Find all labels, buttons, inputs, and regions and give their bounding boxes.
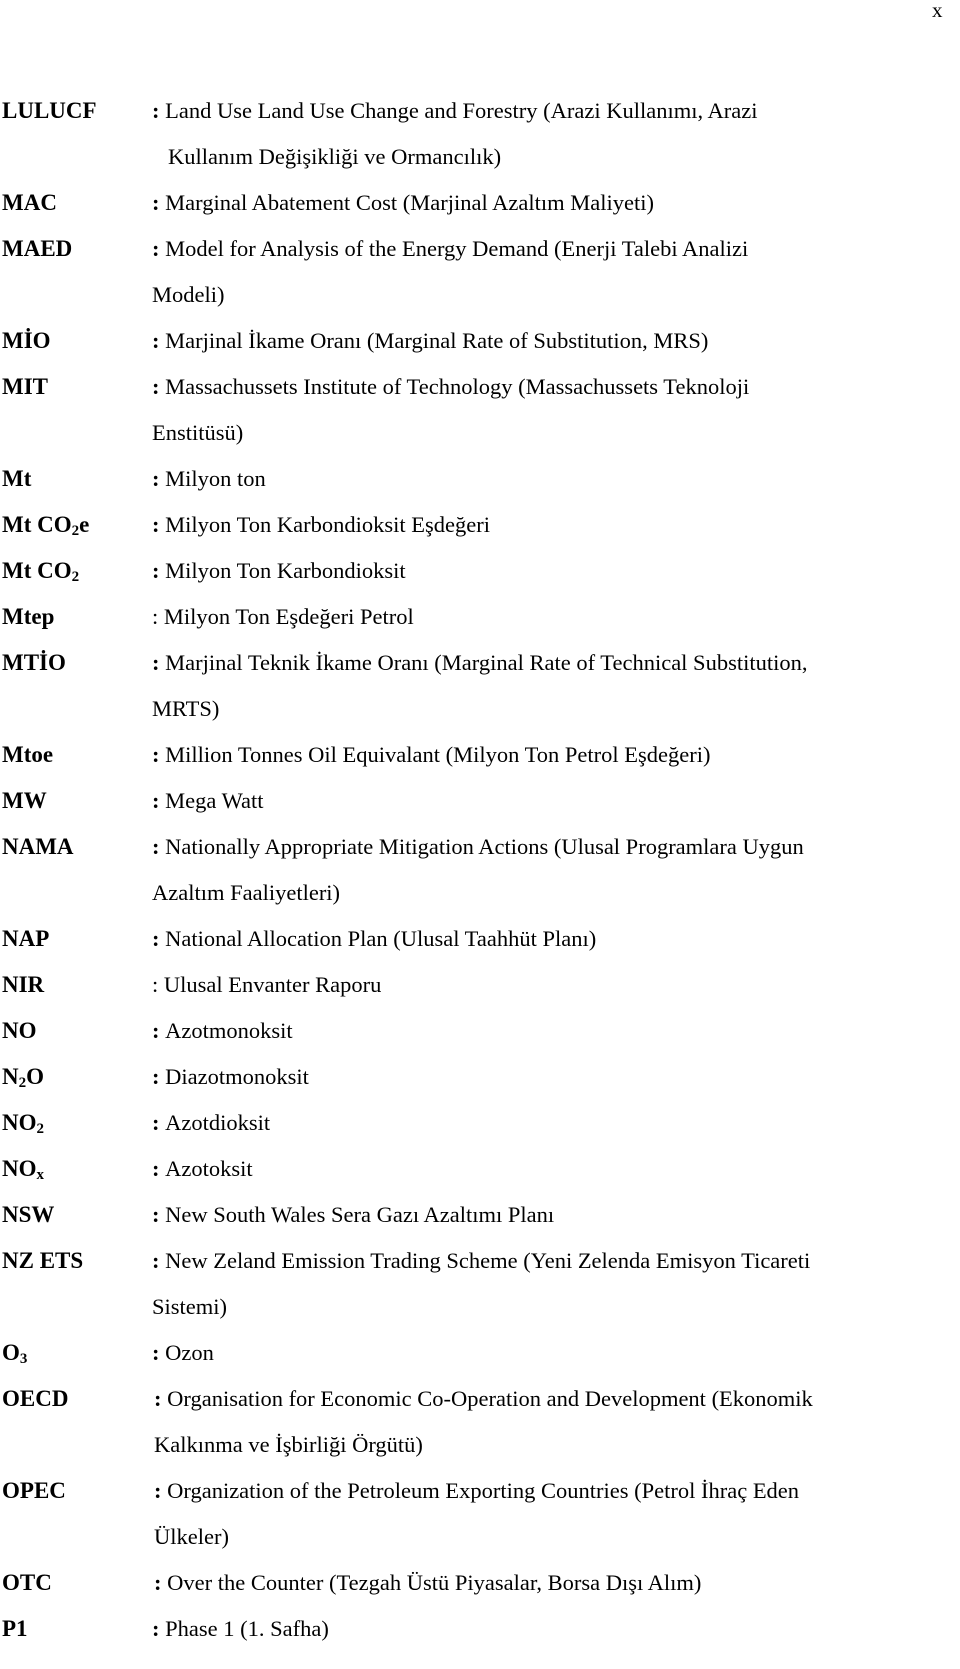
term-text: P1 — [2, 1616, 28, 1641]
abbreviation-term — [2, 548, 79, 594]
abbreviation-entry — [2, 1376, 958, 1468]
term-text: NO — [2, 1156, 37, 1181]
abbreviation-entry — [2, 778, 958, 824]
term-text: MIT — [2, 374, 48, 399]
abbreviation-entry — [2, 640, 958, 732]
definition-text: Model for Analysis of the Energy Demand (Enerji Talebi Analizi — [165, 236, 749, 261]
abbreviation-term — [2, 640, 66, 686]
definition-text: Marjinal İkame Oranı (Marginal Rate of Substitution, MRS) — [165, 328, 709, 353]
term-text: Mt — [2, 466, 32, 491]
abbreviation-definition — [152, 226, 952, 318]
abbreviation-entry — [2, 548, 958, 594]
term-text: Mt CO — [2, 512, 72, 537]
abbreviation-definition — [152, 640, 952, 732]
definition-text: New Zeland Emission Trading Scheme (Yeni Zelenda Emisyon Ticareti — [165, 1248, 811, 1273]
definition-separator: : — [152, 972, 164, 997]
definition-separator: : — [152, 834, 166, 859]
abbreviation-entry — [2, 1330, 958, 1376]
definition-separator: : — [152, 742, 166, 767]
term-text: NSW — [2, 1202, 55, 1227]
definition-separator: : — [152, 1248, 166, 1273]
abbreviation-term — [2, 778, 47, 824]
term-subscript: 2 — [36, 1121, 44, 1137]
abbreviation-definition — [152, 1330, 952, 1376]
definition-text: Azotdioksit — [165, 1110, 271, 1135]
page-number: x — [932, 0, 943, 22]
definition-line — [152, 1054, 952, 1100]
term-text: OTC — [2, 1570, 52, 1595]
term-text: NAP — [2, 926, 50, 951]
abbreviation-definition — [152, 916, 952, 962]
abbreviation-entry — [2, 180, 958, 226]
term-text: MAC — [2, 190, 57, 215]
term-text: O — [26, 1064, 45, 1089]
abbreviation-term — [2, 1100, 44, 1146]
abbreviation-definition — [152, 1146, 952, 1192]
abbreviation-entry — [2, 962, 958, 1008]
abbreviation-entry — [2, 1100, 958, 1146]
abbreviation-entry — [2, 1606, 958, 1652]
abbreviation-definition — [152, 732, 952, 778]
abbreviation-term — [2, 364, 48, 410]
definition-line — [152, 364, 952, 410]
term-text: OECD — [2, 1386, 69, 1411]
abbreviation-definition — [152, 962, 952, 1008]
abbreviation-definition — [152, 1376, 952, 1468]
abbreviation-definition — [152, 88, 952, 180]
abbreviation-definition — [152, 1560, 952, 1606]
definition-separator: : — [152, 512, 166, 537]
abbreviation-entry — [2, 502, 958, 548]
term-text: MTİO — [2, 650, 66, 675]
abbreviation-term — [2, 1330, 27, 1376]
abbreviation-term — [2, 1146, 44, 1192]
abbreviation-entry — [2, 1560, 958, 1606]
definition-separator: : — [154, 1570, 168, 1595]
definition-continuation: Sistemi) — [152, 1294, 228, 1319]
abbreviation-definition — [152, 1192, 952, 1238]
abbreviation-entry — [2, 318, 958, 364]
definition-text: Milyon ton — [165, 466, 266, 491]
abbreviation-term — [2, 1054, 44, 1100]
definition-line — [152, 1008, 952, 1054]
abbreviation-definition — [152, 1468, 952, 1560]
definition-continuation: Ülkeler) — [154, 1524, 229, 1549]
definition-line — [152, 1606, 952, 1652]
definition-line — [152, 226, 952, 272]
definition-line — [152, 502, 952, 548]
definition-line — [154, 1468, 952, 1514]
definition-text: Phase 1 (1. Safha) — [165, 1616, 329, 1641]
term-text: LULUCF — [2, 98, 97, 123]
term-text: OPEC — [2, 1478, 66, 1503]
term-text: MW — [2, 788, 47, 813]
abbreviation-definition — [152, 318, 952, 364]
abbreviation-term — [2, 88, 97, 134]
definition-line — [152, 548, 952, 594]
abbreviation-entry — [2, 1468, 958, 1560]
abbreviation-definition — [152, 1100, 952, 1146]
abbreviation-entry — [2, 1238, 958, 1330]
definition-continuation: Kalkınma ve İşbirliği Örgütü) — [154, 1432, 423, 1457]
definition-separator: : — [152, 1156, 166, 1181]
abbreviation-entry — [2, 1192, 958, 1238]
abbreviation-definition — [152, 1054, 952, 1100]
definition-separator: : — [152, 374, 166, 399]
definition-separator: : — [152, 236, 166, 261]
definition-separator: : — [152, 558, 166, 583]
definition-separator: : — [152, 788, 166, 813]
term-text: NAMA — [2, 834, 74, 859]
definition-text: Milyon Ton Karbondioksit — [165, 558, 406, 583]
abbreviation-entry — [2, 88, 958, 180]
definition-separator: : — [152, 466, 166, 491]
abbreviation-term — [2, 1376, 68, 1422]
abbreviation-term — [2, 502, 89, 548]
abbreviation-entry — [2, 364, 958, 456]
term-text: O — [2, 1340, 20, 1365]
term-text: Mtep — [2, 604, 55, 629]
definition-separator: : — [154, 1478, 168, 1503]
term-text: NO — [2, 1110, 37, 1135]
definition-line — [152, 1192, 952, 1238]
abbreviation-term — [2, 916, 49, 962]
term-subscript: 2 — [71, 569, 80, 585]
definition-line — [152, 1146, 952, 1192]
definition-text: Organisation for Economic Co-Operation and Development (Ekonomik — [167, 1386, 813, 1411]
definition-line — [154, 1376, 952, 1422]
abbreviation-entry — [2, 824, 958, 916]
definition-text: Azotmonoksit — [165, 1018, 293, 1043]
abbreviation-entry — [2, 916, 958, 962]
definition-text: Ulusal Envanter Raporu — [163, 972, 382, 997]
definition-line — [152, 640, 952, 686]
definition-text: Marjinal Teknik İkame Oranı (Marginal Rate of Technical Substitution, — [165, 650, 808, 675]
abbreviation-definition — [152, 502, 952, 548]
definition-text: Million Tonnes Oil Equivalant (Milyon Ton Petrol Eşdeğeri) — [165, 742, 711, 767]
abbreviation-term — [2, 456, 31, 502]
definition-continuation: Modeli) — [152, 282, 225, 307]
abbreviation-term — [2, 318, 51, 364]
abbreviation-definition — [152, 1238, 952, 1330]
definition-separator: : — [152, 650, 166, 675]
definition-text: Azotoksit — [165, 1156, 253, 1181]
definition-separator: : — [152, 1018, 166, 1043]
definition-separator: : — [152, 190, 166, 215]
abbreviation-term — [2, 594, 54, 640]
abbreviation-definition — [152, 1008, 952, 1054]
abbreviation-definition — [152, 456, 952, 502]
definition-separator: : — [152, 926, 166, 951]
abbreviation-term — [2, 226, 72, 272]
definition-continuation: Azaltım Faaliyetleri) — [152, 880, 341, 905]
definition-text: Marginal Abatement Cost (Marjinal Azaltım Maliyeti) — [165, 190, 654, 215]
definition-text: Ozon — [165, 1340, 214, 1365]
definition-text: Organization of the Petroleum Exporting Countries (Petrol İhraç Eden — [167, 1478, 800, 1503]
definition-continuation: Kullanım Değişikliği ve Ormancılık) — [168, 144, 502, 169]
definition-line — [152, 824, 952, 870]
definition-separator: : — [152, 1616, 166, 1641]
term-text: Mtoe — [2, 742, 54, 767]
term-text: Mt CO — [2, 558, 72, 583]
term-text: NO — [2, 1018, 37, 1043]
term-text: N — [2, 1064, 19, 1089]
term-text: MAED — [2, 236, 73, 261]
definition-text: Over the Counter (Tezgah Üstü Piyasalar, Borsa Dışı Alım) — [167, 1570, 702, 1595]
definition-separator: : — [152, 328, 166, 353]
definition-text: New South Wales Sera Gazı Azaltımı Planı — [165, 1202, 555, 1227]
term-text: NZ ETS — [2, 1248, 84, 1273]
abbreviation-definition — [152, 548, 952, 594]
abbreviation-term — [2, 180, 57, 226]
definition-line — [152, 594, 952, 640]
term-text: e — [79, 512, 90, 537]
abbreviation-list — [2, 88, 958, 1652]
abbreviation-term — [2, 1560, 52, 1606]
definition-line — [152, 1330, 952, 1376]
definition-text: Nationally Appropriate Mitigation Actions (Ulusal Programlara Uygun — [165, 834, 804, 859]
abbreviation-term — [2, 824, 74, 870]
abbreviation-entry — [2, 1146, 958, 1192]
definition-line — [152, 962, 952, 1008]
definition-text: Massachussets Institute of Technology (Massachussets Teknoloji — [165, 374, 750, 399]
abbreviation-term — [2, 1192, 54, 1238]
definition-text: National Allocation Plan (Ulusal Taahhüt Planı) — [165, 926, 597, 951]
abbreviation-definition — [152, 1606, 952, 1652]
abbreviation-definition — [152, 180, 952, 226]
definition-line — [152, 88, 952, 134]
definition-continuation: MRTS) — [152, 696, 220, 721]
definition-line — [152, 180, 952, 226]
definition-text: Milyon Ton Karbondioksit Eşdeğeri — [165, 512, 490, 537]
abbreviation-entry — [2, 594, 958, 640]
term-subscript: 3 — [19, 1351, 28, 1367]
abbreviation-term — [2, 1238, 83, 1284]
definition-line — [152, 778, 952, 824]
abbreviation-term — [2, 732, 53, 778]
definition-text: Milyon Ton Eşdeğeri Petrol — [163, 604, 414, 629]
definition-separator: : — [152, 604, 164, 629]
abbreviation-term — [2, 1606, 28, 1652]
definition-separator: : — [152, 1202, 166, 1227]
term-text: MİO — [2, 328, 51, 353]
definition-line — [152, 916, 952, 962]
definition-text: Land Use Land Use Change and Forestry (Arazi Kullanımı, Arazi — [165, 98, 758, 123]
definition-separator: : — [152, 1340, 166, 1365]
abbreviation-entry — [2, 1054, 958, 1100]
definition-line — [152, 318, 952, 364]
abbreviation-term — [2, 962, 44, 1008]
definition-line — [152, 1238, 952, 1284]
abbreviation-term — [2, 1008, 37, 1054]
term-subscript: 2 — [18, 1075, 27, 1091]
definition-separator: : — [152, 1110, 166, 1135]
term-text: NIR — [2, 972, 45, 997]
definition-separator: : — [152, 98, 166, 123]
abbreviation-entry — [2, 1008, 958, 1054]
definition-continuation: Enstitüsü) — [152, 420, 244, 445]
abbreviation-entry — [2, 456, 958, 502]
definition-text: Diazotmonoksit — [165, 1064, 309, 1089]
definition-line — [152, 732, 952, 778]
definition-line — [152, 1100, 952, 1146]
abbreviation-definition — [152, 364, 952, 456]
abbreviation-entry — [2, 226, 958, 318]
abbreviation-definition — [152, 824, 952, 916]
definition-separator: : — [154, 1386, 168, 1411]
definition-line — [154, 1560, 952, 1606]
abbreviation-definition — [152, 594, 952, 640]
term-subscript: 2 — [71, 523, 80, 539]
abbreviation-entry — [2, 732, 958, 778]
term-subscript: x — [36, 1167, 44, 1183]
definition-line — [152, 456, 952, 502]
definition-separator: : — [152, 1064, 166, 1089]
abbreviation-definition — [152, 778, 952, 824]
definition-text: Mega Watt — [165, 788, 264, 813]
abbreviation-term — [2, 1468, 66, 1514]
